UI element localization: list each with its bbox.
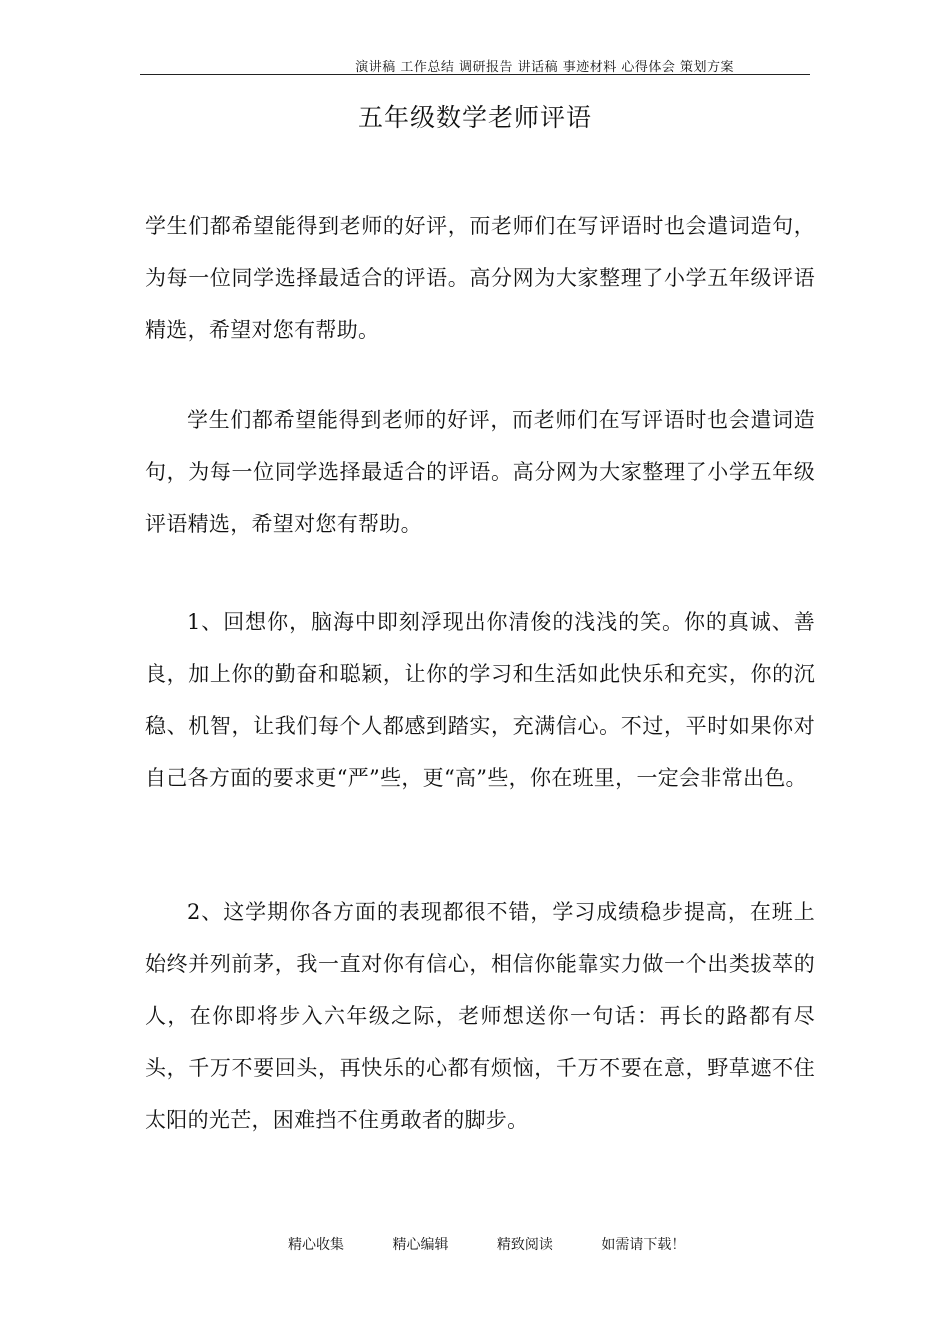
header-categories: 演讲稿 工作总结 调研报告 讲话稿 事迹材料 心得体会 策划方案: [355, 60, 734, 75]
footer-item-read: 精致阅读: [496, 1237, 553, 1253]
comment-paragraph-2: 2、这学期你各方面的表现都很不错，学习成绩稳步提高，在班上始终并列前茅，我一直对你有信心，相信你能靠实力做一个出类拔萃的人，在你即将步入六年级之际，老师想送你一句话：再长的路都有尽头，千万不要回头，再快乐的心都有烦恼，千万不要在意，野草遮不住太阳的光芒，困难挡不住勇敢者的脚步。: [145, 900, 815, 1132]
document-title: 五年级数学老师评语: [357, 103, 592, 132]
intro-paragraph: 学生们都希望能得到老师的好评，而老师们在写评语时也会遣词造句，为每一位同学选择最适合的评语。高分网为大家整理了小学五年级评语精选，希望对您有帮助。: [145, 214, 815, 342]
footer-item-collect: 精心收集: [288, 1237, 344, 1253]
comment-paragraph-1: 1、回想你，脑海中即刻浮现出你清俊的浅浅的笑。你的真诚、善良，加上你的勤奋和聪颖，让你的学习和生活如此快乐和充实，你的沉稳、机智，让我们每个人都感到踏实，充满信心。不过，平时如果你对自己各方面的要求更“严”些，更“高”些，你在班里，一定会非常出色。: [145, 610, 815, 790]
intro-paragraph-indented: 学生们都希望能得到老师的好评，而老师们在写评语时也会遣词造句，为每一位同学选择最适合的评语。高分网为大家整理了小学五年级评语精选，希望对您有帮助。: [145, 408, 815, 536]
page-footer: [288, 1234, 685, 1254]
footer-item-download: 如需请下载！: [601, 1237, 686, 1253]
footer-item-edit: 精心编辑: [392, 1237, 449, 1253]
page-header: [140, 54, 810, 75]
